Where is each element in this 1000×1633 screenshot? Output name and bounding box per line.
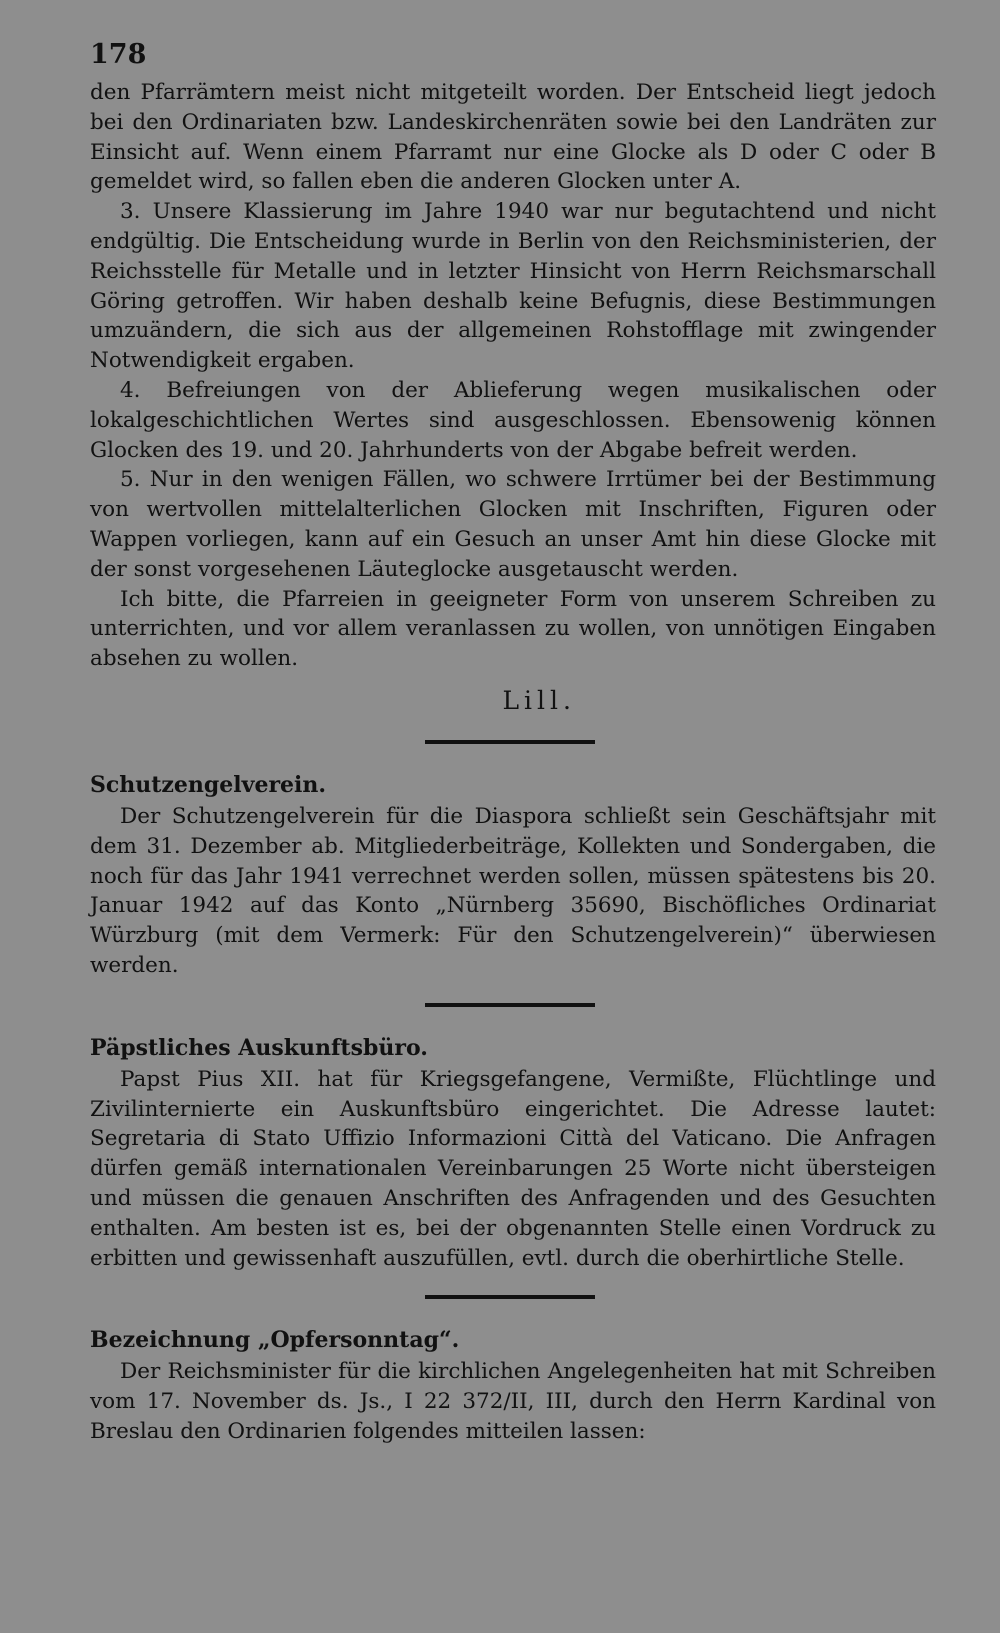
paragraph-request: Ich bitte, die Pfarreien in geeigneter Form von unserem Schreiben zu unterrichten, und vor allem veranlassen zu wollen, von unnötigen Eingaben absehen zu wollen. (90, 586, 936, 672)
section-heading: Päpstliches Auskunftsbüro. (90, 1034, 428, 1061)
section-schutzengelverein (90, 770, 936, 981)
section-heading: Bezeichnung „Opfersonntag“. (90, 1327, 460, 1354)
section-paragraph: Der Reichsminister für die kirchlichen Angelegenheiten hat mit Schreiben vom 17. November ds. Js., I 22 372/II, III, durch den Herrn Kardinal von Breslau den Ordinarien folgendes mitteilen lassen: (90, 1359, 936, 1444)
section-paragraph: Papst Pius XII. hat für Kriegsgefangene, Vermißte, Flüchtlinge und Zivilinternierte ein Auskunftsbüro eingerichtet. Die Adresse lautet: Segretaria di Stato Uffizio Informazioni Città del Vaticano. Die Anfragen dürfen gemäß internationalen Vereinbarungen 25 Worte nicht übersteigen und müssen die genauen Anschriften des Anfragenden und des Gesuchten enthalten. Am besten ist es, bei der obgenannten Stelle einen Vordruck zu erbitten und gewissenhaft auszufüllen, evtl. durch die oberhirtliche Stelle. (90, 1066, 936, 1271)
signature: Lill. (502, 685, 576, 715)
paragraph-item-5: 5. Nur in den wenigen Fällen, wo schwere Irrtümer bei der Bestimmung von wertvollen mittelalterlichen Glocken mit Inschriften, Figuren oder Wappen vorliegen, kann auf ein Gesuch an unser Amt hin diese Glocke mit der sonst vorgesehenen Läuteglocke ausgetauscht werden. (90, 467, 936, 582)
section-opfersonntag (90, 1325, 936, 1446)
section-divider (425, 740, 595, 744)
section-divider (425, 1003, 595, 1007)
section-auskunftsbuero (90, 1033, 936, 1274)
section-heading: Schutzengelverein. (90, 771, 327, 798)
paragraph-item-4: 4. Befreiungen von der Ablieferung wegen musikalischen oder lokalgeschichtlichen Wertes sind ausgeschlossen. Ebensowenig können Glocken des 19. und 20. Jahrhunderts von der Abgabe befreit werden. (90, 377, 936, 463)
section-divider (425, 1295, 595, 1299)
paragraph-continuation: den Pfarrämtern meist nicht mitgeteilt worden. Der Entscheid liegt jedoch bei den Ordinariaten bzw. Landeskirchenräten sowie bei den Landräten zur Einsicht auf. Wenn einem Pfarramt nur eine Glocke als D oder C oder B gemeldet wird, so fallen eben die anderen Glocken unter A. (90, 80, 936, 195)
page-number: 178 (90, 39, 147, 70)
section-paragraph: Der Schutzengelverein für die Diaspora schließt sein Geschäftsjahr mit dem 31. Dezember ab. Mitgliederbeiträge, Kollekten und Sondergaben, die noch für das Jahr 1941 verrechnet werden sollen, müssen spätestens bis 20. Januar 1942 auf das Konto „Nürnberg 35690, Bischöfliches Ordinariat Würzburg (mit dem Vermerk: Für den Schutzengelverein)“ überwiesen werden. (90, 803, 936, 978)
paragraph-item-3: 3. Unsere Klassierung im Jahre 1940 war nur begutachtend und nicht endgültig. Die Entscheidung wurde in Berlin von den Reichsministerien, der Reichsstelle für Metalle und in letzter Hinsicht von Herrn Reichsmarschall Göring getroffen. Wir haben deshalb keine Befugnis, diese Bestimmungen umzuändern, die sich aus der allgemeinen Rohstofflage mit zwingender Notwendigkeit ergaben. (90, 199, 936, 374)
